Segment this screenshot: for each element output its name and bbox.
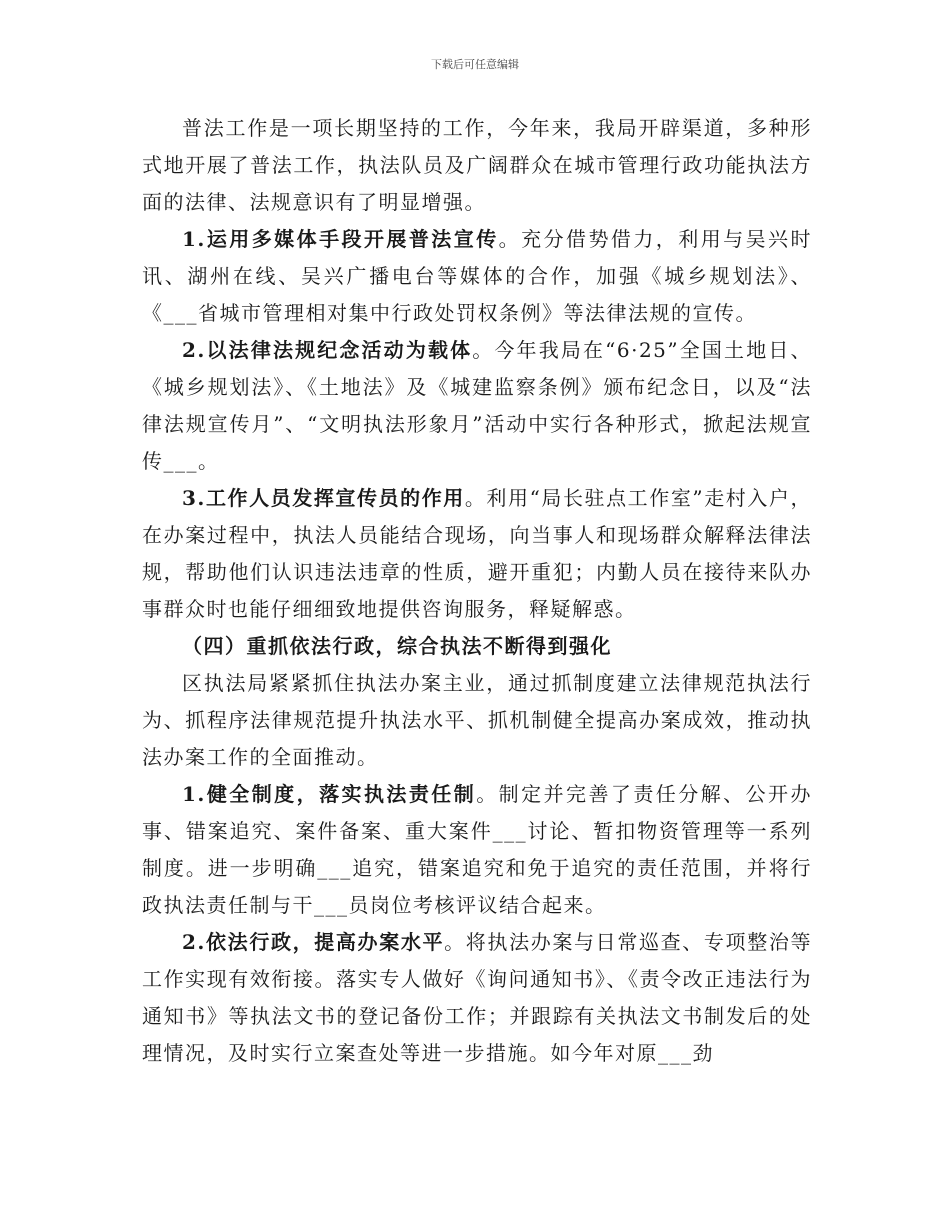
- paragraph-text: 。充分借势借力，利用与吴兴时讯、湖州在线、吴兴广播电台等媒体的合作，加强《城乡规划法》、《___省城市管理相对集中行政处罚权条例》等法律法规的宣传。: [142, 227, 813, 325]
- paragraph-text: 。将执法办案与日常巡查、专项整治等工作实现有效衔接。落实专人做好《询问通知书》、《责令改正违法行为通知书》等执法文书的登记备份工作；并跟踪有关执法文书制发后的处理情况，及时实行立案查处等进一步措施。如今年对原___劲: [142, 930, 812, 1065]
- paragraph-lead: 2.以法律法规纪念活动为载体: [182, 338, 473, 362]
- document-body: [142, 110, 812, 1072]
- paragraph-publicity-staff: [142, 480, 812, 628]
- paragraph-lead: 2.依法行政，提高办案水平: [182, 930, 445, 954]
- paragraph-lead: 1.运用多媒体手段开展普法宣传: [182, 227, 499, 251]
- paragraph-administration: [142, 924, 812, 1072]
- paragraph-text: 。制定并完善了责任分解、公开办事、错案追究、案件备案、重大案件___讨论、暂扣物资管理等一系列制度。进一步明确___追究，错案追究和免于追究的责任范围，并将行政执法责任制与干___员岗位考核评议结合起来。: [142, 782, 812, 917]
- paragraph-text: 普法工作是一项长期坚持的工作，今年来，我局开辟渠道，多种形式地开展了普法工作，执法队员及广阔群众在城市管理行政功能执法方面的法律、法规意识有了明显增强。: [142, 116, 812, 214]
- paragraph-responsibility: [142, 776, 812, 924]
- paragraph-section-intro: [142, 665, 812, 776]
- paragraph-lead: 3.工作人员发挥宣传员的作用: [182, 486, 465, 510]
- paragraph-text: 。利用“局长驻点工作室”走村入户，在办案过程中，执法人员能结合现场，向当事人和现场群众解释法律法规，帮助他们认识违法违章的性质，避开重犯；内勤人员在接待来队办事群众时也能仔细细致地提供咨询服务，释疑解惑。: [142, 486, 812, 621]
- paragraph-multimedia: [142, 221, 812, 332]
- paragraph-commemoration: [142, 332, 812, 480]
- paragraph-intro: [142, 110, 812, 221]
- paragraph-text: 区执法局紧紧抓住执法办案主业，通过抓制度建立法律规范执法行为、抓程序法律规范提升执法水平、抓机制健全提高办案成效，推动执法办案工作的全面推动。: [142, 671, 812, 769]
- paragraph-text: 。今年我局在“6·25”全国土地日、《城乡规划法》、《土地法》及《城建监察条例》颁布纪念日，以及“法律法规宣传月”、“文明执法形象月”活动中实行各种形式，掀起法规宣传___。: [142, 338, 812, 473]
- section-heading: （四）重抓依法行政，综合执法不断得到强化: [182, 634, 612, 658]
- paragraph-lead: 1.健全制度，落实执法责任制: [182, 782, 477, 806]
- page-header: 下载后可任意编辑: [431, 58, 519, 71]
